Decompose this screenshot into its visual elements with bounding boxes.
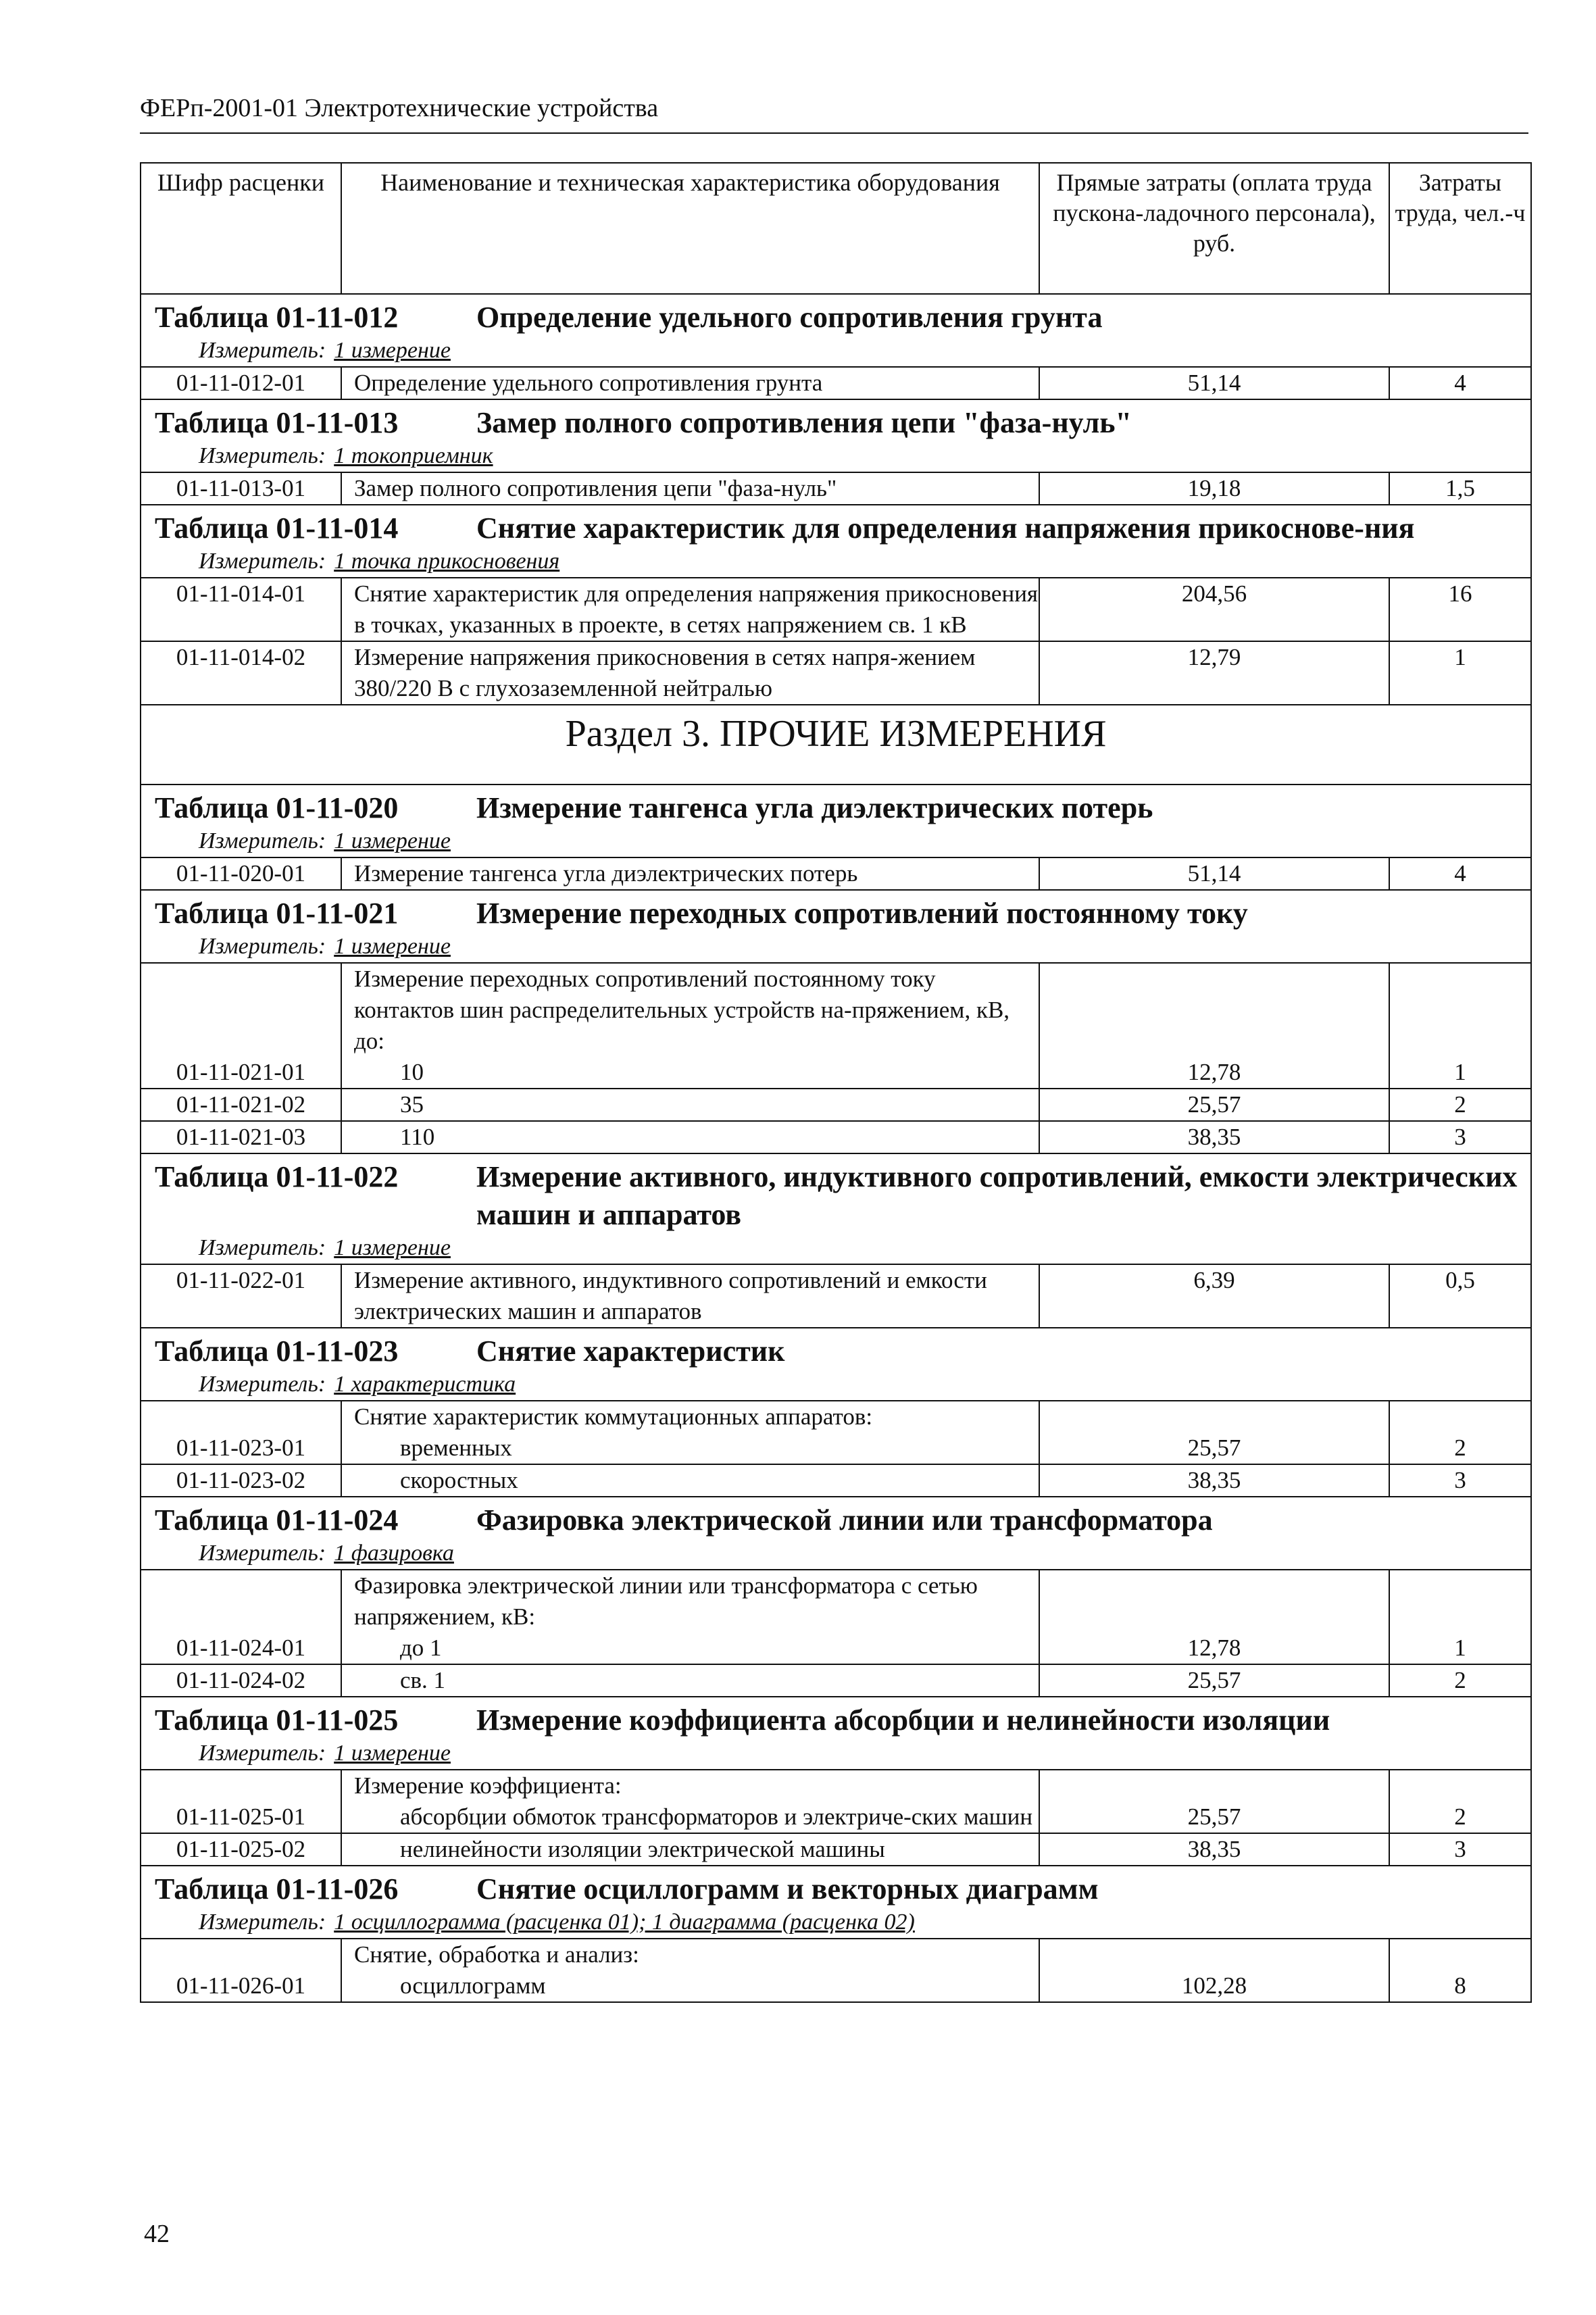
- measure-label: Измеритель:: [199, 549, 326, 574]
- table-title-cell: [141, 399, 1531, 472]
- table-row: [141, 472, 1531, 505]
- row-code: 01-11-020-01: [141, 857, 341, 890]
- row-labor: 2: [1389, 1770, 1531, 1833]
- row-name: [341, 1664, 1039, 1697]
- row-labor: 1: [1389, 963, 1531, 1089]
- table-name: Измерение коэффициента абсорбции и нелинейности изоляции: [476, 1703, 1330, 1737]
- measure-line: [155, 1539, 1524, 1568]
- row-labor: 2: [1389, 1089, 1531, 1121]
- row-cost: 204,56: [1039, 578, 1389, 641]
- row-name: [341, 1121, 1039, 1153]
- measure-label: Измеритель:: [199, 934, 326, 959]
- table-title: [155, 299, 1524, 337]
- table-name: Измерение активного, индуктивного сопротивлений, емкости электрических машин и аппаратов: [476, 1160, 1518, 1231]
- row-intro: Измерение переходных сопротивлений постоянному току контактов шин распределительных устройств на-пряжением, кВ, до:: [354, 966, 1010, 1054]
- row-label: Снятие характеристик для определения напряжения прикосновения в точках, указанных в проекте, в сетях напряжением св. 1 кВ: [354, 580, 1039, 638]
- row-code: 01-11-014-01: [141, 578, 341, 641]
- row-code: 01-11-021-01: [141, 963, 341, 1089]
- row-cost: 25,57: [1039, 1089, 1389, 1121]
- row-name: [341, 1089, 1039, 1121]
- table-title: [155, 895, 1524, 932]
- measure-line: [155, 827, 1524, 855]
- row-name: [341, 1570, 1039, 1664]
- table-number: Таблица 01-11-013: [155, 406, 399, 439]
- page-number: 42: [144, 2220, 170, 2248]
- row-name: [341, 857, 1039, 890]
- row-cost: 25,57: [1039, 1401, 1389, 1464]
- col-header-code: Шифр расценки: [141, 163, 341, 294]
- row-cost: 12,78: [1039, 963, 1389, 1089]
- measure-label: Измеритель:: [199, 1741, 326, 1766]
- table-row: [141, 963, 1531, 1089]
- table-row: [141, 857, 1531, 890]
- row-label: временных: [400, 1435, 512, 1461]
- table-title-row: [141, 399, 1531, 472]
- row-cost: 19,18: [1039, 472, 1389, 505]
- table-name: Измерение тангенса угла диэлектрических потерь: [476, 791, 1153, 824]
- table-title-cell: [141, 1497, 1531, 1570]
- row-label: осциллограмм: [400, 1972, 546, 1999]
- row-cost: 12,79: [1039, 641, 1389, 705]
- measure-label: Измеритель:: [199, 1372, 326, 1397]
- row-label: св. 1: [400, 1667, 446, 1693]
- measure-label: Измеритель:: [199, 1910, 326, 1935]
- table-title-cell: [141, 294, 1531, 367]
- measure-line: [155, 1234, 1524, 1262]
- table-name: Фазировка электрической линии или трансформатора: [476, 1503, 1213, 1537]
- row-cost: 51,14: [1039, 367, 1389, 399]
- measure-line: [155, 442, 1524, 470]
- section-row: [141, 705, 1531, 785]
- row-label: 35: [400, 1091, 424, 1118]
- row-labor: 4: [1389, 857, 1531, 890]
- table-title-cell: [141, 785, 1531, 857]
- measure-label: Измеритель:: [199, 1541, 326, 1566]
- table-title-row: [141, 1328, 1531, 1401]
- table-title: [155, 1158, 1524, 1234]
- header-rule: [140, 132, 1528, 134]
- table-title-row: [141, 1866, 1531, 1939]
- row-code: 01-11-021-03: [141, 1121, 341, 1153]
- measure-value: 1 токоприемник: [334, 443, 493, 468]
- row-cost: 25,57: [1039, 1664, 1389, 1697]
- row-name: [341, 1264, 1039, 1328]
- row-labor: 3: [1389, 1121, 1531, 1153]
- table-title-cell: [141, 1153, 1531, 1264]
- measure-line: [155, 1908, 1524, 1937]
- table-title-cell: [141, 1697, 1531, 1770]
- measure-label: Измеритель:: [199, 443, 326, 468]
- table-title: [155, 1701, 1524, 1739]
- table-row: [141, 1464, 1531, 1497]
- row-name: [341, 963, 1039, 1089]
- table-number: Таблица 01-11-026: [155, 1872, 399, 1906]
- row-code: 01-11-025-01: [141, 1770, 341, 1833]
- table-row: [141, 1664, 1531, 1697]
- row-name: [341, 472, 1039, 505]
- col-header-cost: Прямые затраты (оплата труда пускона-ладочного персонала), руб.: [1039, 163, 1389, 294]
- row-label: Определение удельного сопротивления грунта: [354, 370, 823, 396]
- table-number: Таблица 01-11-020: [155, 791, 399, 824]
- measure-value: 1 фазировка: [334, 1541, 454, 1566]
- table-title-cell: [141, 890, 1531, 963]
- measure-line: [155, 337, 1524, 365]
- row-code: 01-11-023-02: [141, 1464, 341, 1497]
- measure-label: Измеритель:: [199, 828, 326, 853]
- row-name: [341, 1464, 1039, 1497]
- table-number: Таблица 01-11-024: [155, 1503, 399, 1537]
- table-row: [141, 1770, 1531, 1833]
- measure-line: [155, 547, 1524, 576]
- row-labor: 3: [1389, 1464, 1531, 1497]
- column-header-row: [141, 163, 1531, 294]
- table-name: Измерение переходных сопротивлений постоянному току: [476, 897, 1248, 930]
- table-title-cell: [141, 1866, 1531, 1939]
- row-name: [341, 641, 1039, 705]
- table-title-row: [141, 294, 1531, 367]
- row-code: 01-11-021-02: [141, 1089, 341, 1121]
- table-title-row: [141, 890, 1531, 963]
- measure-value: 1 точка прикосновения: [334, 549, 560, 574]
- table-title: [155, 509, 1524, 547]
- row-code: 01-11-013-01: [141, 472, 341, 505]
- row-intro: Измерение коэффициента:: [354, 1772, 622, 1799]
- table-name: Снятие осциллограмм и векторных диаграмм: [476, 1872, 1099, 1906]
- row-labor: 0,5: [1389, 1264, 1531, 1328]
- measure-line: [155, 1739, 1524, 1768]
- table-row: [141, 1121, 1531, 1153]
- row-label: нелинейности изоляции электрической машины: [400, 1836, 885, 1862]
- table-title: [155, 1501, 1524, 1539]
- measure-value: 1 осциллограмма (расценка 01); 1 диаграмма (расценка 02): [334, 1910, 915, 1935]
- row-cost: 25,57: [1039, 1770, 1389, 1833]
- table-number: Таблица 01-11-025: [155, 1703, 399, 1737]
- row-labor: 1: [1389, 1570, 1531, 1664]
- table-name: Замер полного сопротивления цепи "фаза-нуль": [476, 406, 1132, 439]
- table-number: Таблица 01-11-012: [155, 301, 399, 334]
- measure-label: Измеритель:: [199, 1235, 326, 1260]
- row-cost: 38,35: [1039, 1833, 1389, 1866]
- table-name: Снятие характеристик: [476, 1335, 785, 1368]
- row-name: [341, 1401, 1039, 1464]
- row-name: [341, 1939, 1039, 2002]
- measure-value: 1 характеристика: [334, 1372, 516, 1397]
- row-intro: Снятие, обработка и анализ:: [354, 1941, 639, 1968]
- table-title-row: [141, 785, 1531, 857]
- row-cost: 6,39: [1039, 1264, 1389, 1328]
- row-label: Измерение напряжения прикосновения в сетях напря-жением 380/220 В с глухозаземленной нейтралью: [354, 644, 976, 701]
- row-name: [341, 367, 1039, 399]
- measure-value: 1 измерение: [334, 934, 451, 959]
- row-intro: Снятие характеристик коммутационных аппаратов:: [354, 1403, 873, 1430]
- row-labor: 4: [1389, 367, 1531, 399]
- col-header-name: Наименование и техническая характеристика оборудования: [341, 163, 1039, 294]
- row-label: 10: [400, 1059, 424, 1085]
- table-name: Определение удельного сопротивления грунта: [476, 301, 1103, 334]
- row-labor: 1: [1389, 641, 1531, 705]
- table-number: Таблица 01-11-014: [155, 512, 399, 545]
- table-row: [141, 1833, 1531, 1866]
- row-code: 01-11-023-01: [141, 1401, 341, 1464]
- row-cost: 51,14: [1039, 857, 1389, 890]
- row-labor: 8: [1389, 1939, 1531, 2002]
- table-title: [155, 1870, 1524, 1908]
- table-row: [141, 1939, 1531, 2002]
- row-code: 01-11-014-02: [141, 641, 341, 705]
- measure-value: 1 измерение: [334, 828, 451, 853]
- row-name: [341, 1833, 1039, 1866]
- measure-line: [155, 1370, 1524, 1399]
- table-row: [141, 578, 1531, 641]
- table-title-cell: [141, 505, 1531, 578]
- table-row: [141, 641, 1531, 705]
- table-title-row: [141, 1497, 1531, 1570]
- row-label: Измерение активного, индуктивного сопротивлений и емкости электрических машин и аппаратов: [354, 1267, 987, 1324]
- measure-value: 1 измерение: [334, 1741, 451, 1766]
- table-row: [141, 1401, 1531, 1464]
- row-labor: 2: [1389, 1664, 1531, 1697]
- row-cost: 38,35: [1039, 1464, 1389, 1497]
- table-title-row: [141, 1153, 1531, 1264]
- row-labor: 3: [1389, 1833, 1531, 1866]
- measure-value: 1 измерение: [334, 338, 451, 363]
- table-title-row: [141, 1697, 1531, 1770]
- table-number: Таблица 01-11-021: [155, 897, 399, 930]
- row-name: [341, 1770, 1039, 1833]
- table-number: Таблица 01-11-023: [155, 1335, 399, 1368]
- table-row: [141, 1089, 1531, 1121]
- table-title-cell: [141, 1328, 1531, 1401]
- table-row: [141, 367, 1531, 399]
- row-label: скоростных: [400, 1467, 518, 1493]
- row-label: Замер полного сопротивления цепи "фаза-нуль": [354, 475, 837, 501]
- row-labor: 1,5: [1389, 472, 1531, 505]
- row-name: [341, 578, 1039, 641]
- row-cost: 12,78: [1039, 1570, 1389, 1664]
- table-row: [141, 1570, 1531, 1664]
- measure-line: [155, 932, 1524, 961]
- section-heading: Раздел 3. ПРОЧИЕ ИЗМЕРЕНИЯ: [141, 705, 1531, 785]
- row-label: до 1: [400, 1635, 442, 1661]
- row-code: 01-11-022-01: [141, 1264, 341, 1328]
- document-header: ФЕРп-2001-01 Электротехнические устройства: [140, 94, 659, 122]
- row-code: 01-11-024-01: [141, 1570, 341, 1664]
- table-row: [141, 1264, 1531, 1328]
- table-title: [155, 1333, 1524, 1370]
- table-number: Таблица 01-11-022: [155, 1160, 399, 1193]
- price-table: [140, 162, 1532, 2003]
- row-code: 01-11-026-01: [141, 1939, 341, 2002]
- table-title: [155, 404, 1524, 442]
- measure-label: Измеритель:: [199, 338, 326, 363]
- table-title: [155, 789, 1524, 827]
- table-name: Снятие характеристик для определения напряжения прикоснове-ния: [476, 512, 1415, 545]
- row-cost: 102,28: [1039, 1939, 1389, 2002]
- col-header-labor: Затраты труда, чел.-ч: [1389, 163, 1531, 294]
- row-labor: 2: [1389, 1401, 1531, 1464]
- row-code: 01-11-012-01: [141, 367, 341, 399]
- row-label: Измерение тангенса угла диэлектрических потерь: [354, 860, 858, 887]
- row-label: абсорбции обмоток трансформаторов и электриче-ских машин: [400, 1803, 1033, 1830]
- row-cost: 38,35: [1039, 1121, 1389, 1153]
- row-code: 01-11-025-02: [141, 1833, 341, 1866]
- measure-value: 1 измерение: [334, 1235, 451, 1260]
- row-label: 110: [400, 1124, 435, 1150]
- row-labor: 16: [1389, 578, 1531, 641]
- row-code: 01-11-024-02: [141, 1664, 341, 1697]
- row-intro: Фазировка электрической линии или трансформатора с сетью напряжением, кВ:: [354, 1572, 978, 1630]
- table-title-row: [141, 505, 1531, 578]
